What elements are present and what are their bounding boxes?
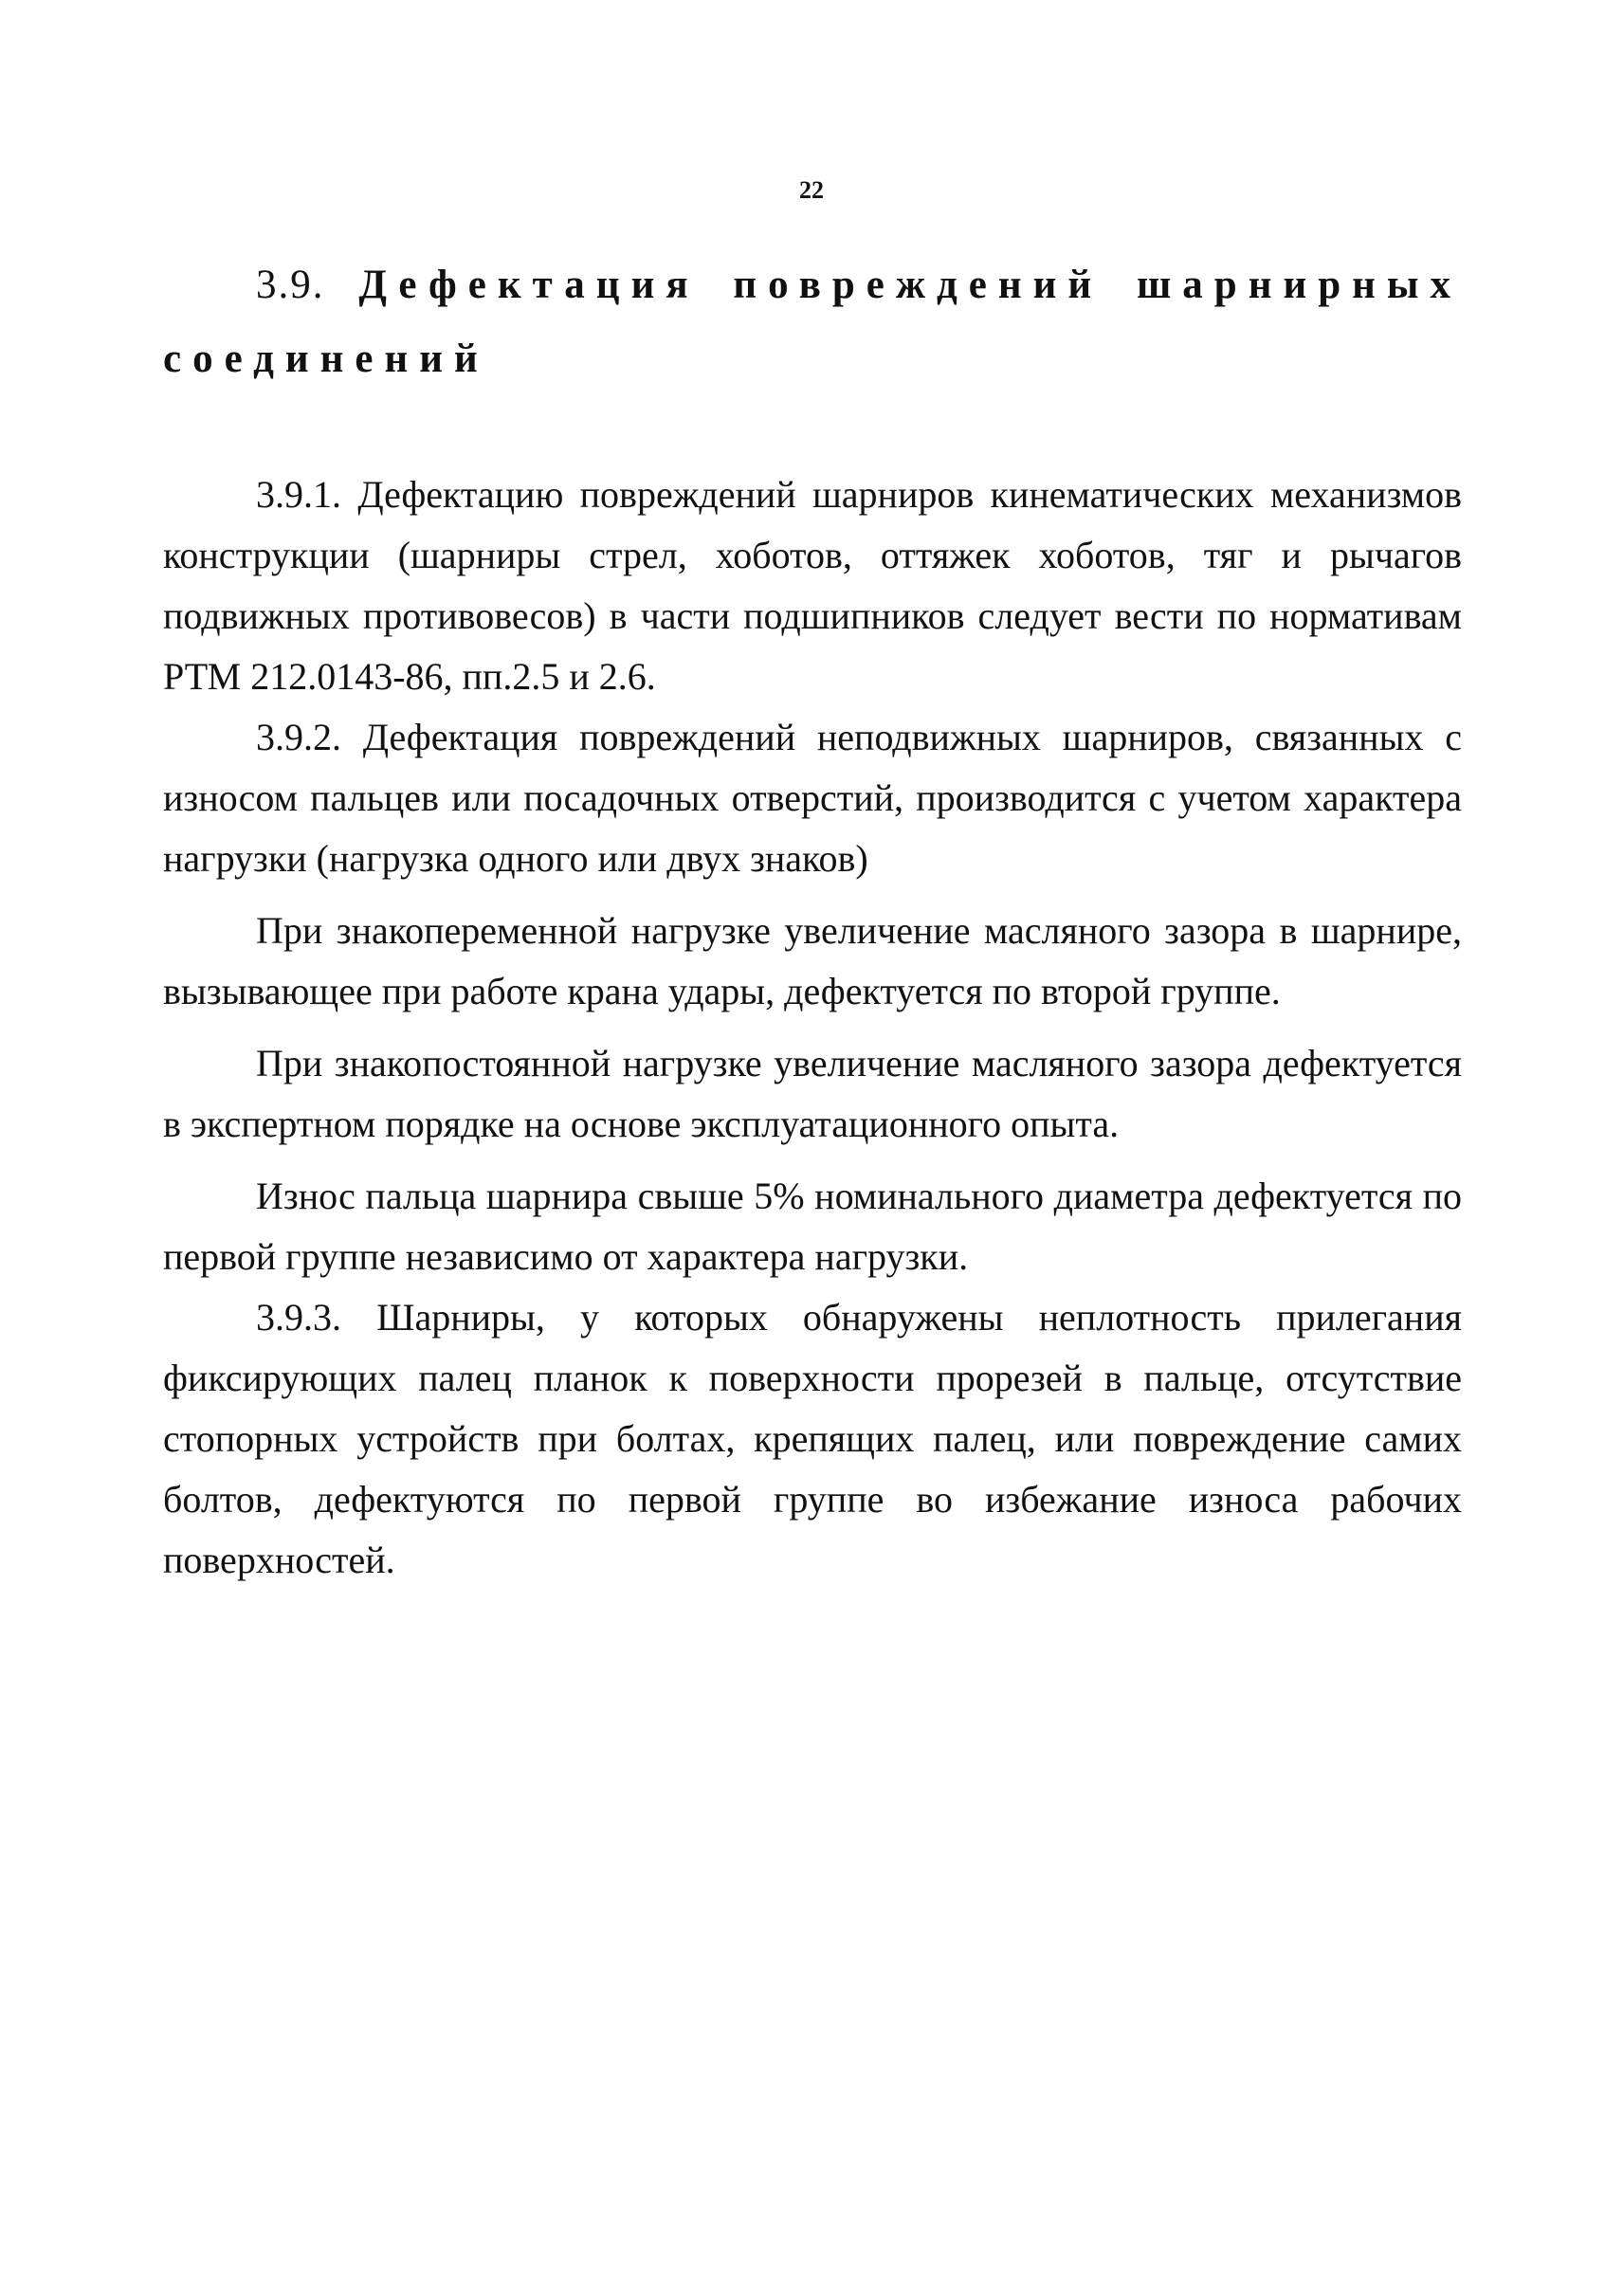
paragraph-3-9-2: 3.9.2. Дефектация повреждений неподвижных шарниров, связанных с износом пальцев или посадочных отверстий, производится с учетом характера нагрузки (нагрузка одного или двух знаков): [163, 716, 1462, 880]
paragraph-constant-load: При знакопостоянной нагрузке увеличение масляного зазора дефектуется в экспертном порядке на основе эксплуатационного опыта.: [163, 1042, 1462, 1145]
section-heading: [163, 248, 1462, 396]
document-content: [163, 248, 1462, 1591]
paragraph-3-9-1: 3.9.1. Дефектацию повреждений шарниров кинематических механизмов конструкции (шарниры стрел, хоботов, оттяжек хоботов, тяг и рычагов подвижных противовесов) в части подшипников следует вести по нормативам РТМ 212.0143-86, пп.2.5 и 2.6.: [163, 473, 1462, 698]
paragraph-alternating-load: При знакопеременной нагрузке увеличение масляного зазора в шарнире, вызывающее при работе крана удары, дефектуется по второй группе.: [163, 909, 1462, 1012]
section-number: 3.9.: [256, 263, 325, 307]
page-number: 22: [799, 176, 824, 204]
paragraph-pin-wear: Износ пальца шарнира свыше 5% номинального диаметра дефектуется по первой группе независимо от характера нагрузки.: [163, 1175, 1462, 1278]
paragraph-3-9-3: 3.9.3. Шарниры, у которых обнаружены неплотность прилегания фиксирующих палец планок к поверхности прорезей в пальце, отсутствие стопорных устройств при болтах, крепящих палец, или повреждение самих болтов, дефектуются по первой группе во избежание износа рабочих поверхностей.: [163, 1296, 1462, 1581]
section-title: Дефектация повреждений шарнирных соединений: [163, 263, 1463, 381]
